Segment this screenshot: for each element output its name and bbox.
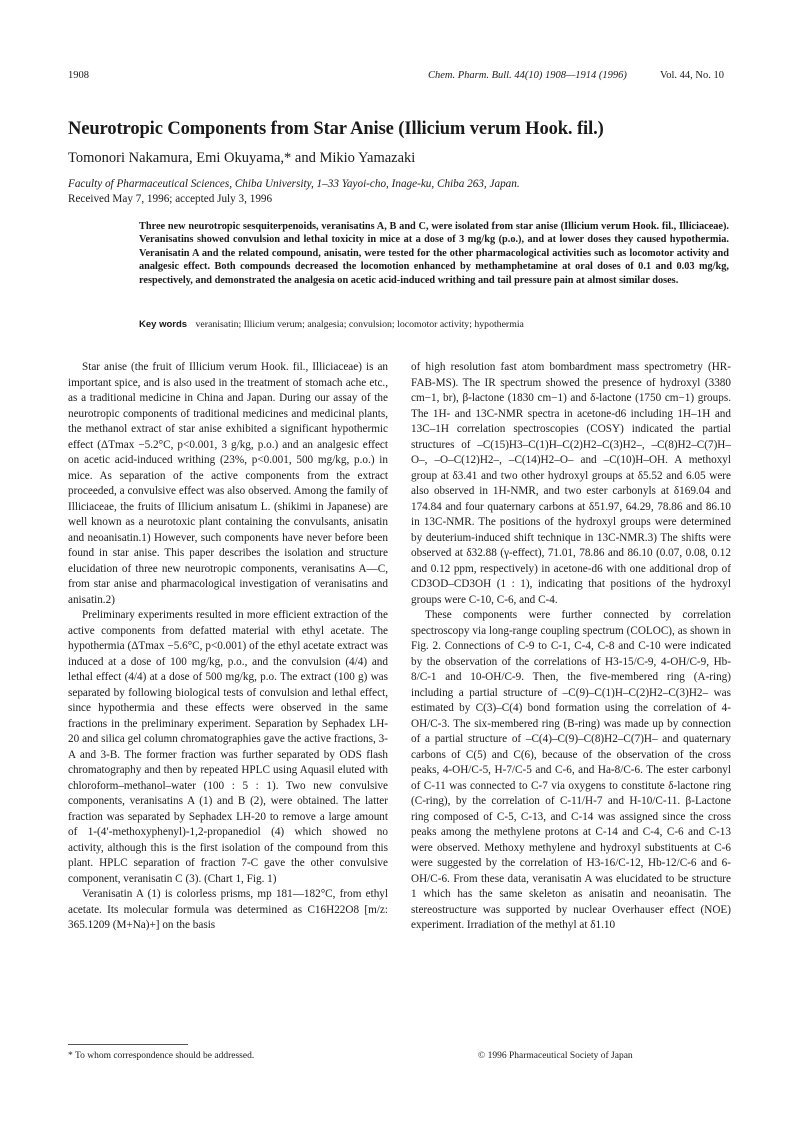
keywords-label: Key words: [139, 319, 188, 330]
affiliation: Faculty of Pharmaceutical Sciences, Chiba University, 1–33 Yayoi-cho, Inage-ku, Chiba 263, Japan.: [68, 178, 520, 190]
footnote: * To whom correspondence should be addressed.: [68, 1051, 255, 1061]
page-number: 1908: [68, 70, 89, 81]
body-paragraph: Veranisatin A (1) is colorless prisms, mp 181—182°C, from ethyl acetate. Its molecular formula was determined as C16H22O8 [m/z: 365.1209 (M+Na)+] on the basis: [68, 888, 388, 931]
body-column-left: [68, 360, 388, 934]
body-paragraph: Star anise (the fruit of Illicium verum Hook. fil., Illiciaceae) is an important spice, and is also used in the treatment of stomach ache etc., as a traditional medicine in China and Japan. During our assay of the neurotropic components of traditional medicines and medicinal plants, the methanol extract of star anise exhibited a significant hypothermic effect (ΔTmax −5.2°C, p<0.001, 3 g/kg, p.o.) and an analgesic effect on acetic acid-induced writhing (23%, p<0.001, 500 mg/kg, p.o.) in mice. As separation of the active components from the extract proceeded, a convulsive effect was also observed. Among the family of Illiciaceae, the fruits of Illicium anisatum L. (shikimi in Japanese) are well known as a neurotoxic plant containing the convulsants, anisatin and neoanisatin.1) However, such components have never before been found in star anise. This paper describes the isolation and structure elucidation of three new neurotropic components, veranisatins A—C, from star anise and pharmacological investigation of veranisatins and anisatin.2): [68, 361, 388, 606]
keywords-text: veranisatin; Illicium verum; analgesia; convulsion; locomotor activity; hypothermia: [195, 319, 524, 330]
journal-citation: Chem. Pharm. Bull. 44(10) 1908—1914 (1996): [428, 70, 627, 81]
body-paragraph: Preliminary experiments resulted in more efficient extraction of the active components from defatted material with ethyl acetate. The hypothermia (ΔTmax −5.6°C, p<0.001) of the ethyl acetate extract was induced at a dose of 100 mg/kg, p.o., and the convulsion (4/4) and lethal effect (4/4) at a dose of 500 mg/kg, p.o. The extract (100 g) was separated by following biological tests of convulsion and lethal effect, since hypothermia and these effects were observed in the same fractions in the preliminary experiment. Separation by Sephadex LH-20 and silica gel column chromatographies gave the active fractions, 3-A and 3-B. The former fraction was further separated by ODS flash chromatography and then by repeated HPLC using Aquasil eluted with chloroform–methanol–water (100 : 5 : 1). Two new convulsive components, veranisatins A (1) and B (2), were obtained. The latter fraction was separated by Sephadex LH-20 to remove a large amount of 1-(4′-methoxyphenyl)-1,2-propanediol (4) which showed no activity, although this is the first isolation of the compound from this plant. HPLC separation of fraction 7-C gave the other convulsive component, veranisatin C (3). (Chart 1, Fig. 1): [68, 609, 388, 885]
body-paragraph: These components were further connected by correlation spectroscopy via long-range coupling spectrum (COLOC), as shown in Fig. 2. Connections of C-9 to C-1, C-4, C-8 and C-10 were indicated by the observation of the correlations of H3-15/C-9, 4-OH/C-9, Hb-8/C-1 and 10-OH/C-9. Then, the five-membered ring (A-ring) including a partial structure of –C(9)–C(1)H–C(2)H2–C(3)H2– was estimated by C(3)–C(4) bond formation using the correlation of 4-OH/C-3. The six-membered ring (B-ring) was made up by connection of a partial structure of –C(4)–C(9)–C(8)H2–C(7)H– and quaternary carbons of C(5) and C(6), because of the observation of the cross peaks, 4-OH/C-5, H-7/C-5 and C-6, and Ha-8/C-6. The ester carbonyl of C-11 was connected to C-7 via oxygens to constitute δ-lactone ring (C-ring), by the correlation of C-11/H-7 and H-10/C-11. β-Lactone ring composed of C-5, C-13, and C-14 was assigned since the cross peaks among the methylene protons at C-14 and C-4, C-6 and C-13 were observed. Methoxy methylene and hydroxyl substituents at C-6 were suggested by the correlation of H3-16/C-12, Hb-12/C-6 and 6-OH/C-6. From these data, veranisatin A was elucidated to be structure 1 which has the same skeleton as anisatin and neoanisatin. The stereostructure was supported by nuclear Overhauser effect (NOE) experiment. Irradiation of the methyl at δ1.10: [411, 609, 731, 931]
body-paragraph: of high resolution fast atom bombardment mass spectrometry (HR-FAB-MS). The IR spectrum showed the presence of hydroxyl (3380 cm−1, br), β-lactone (1830 cm−1) and δ-lactone (1750 cm−1) groups. The 1H- and 13C-NMR spectra in acetone-d6 including 1H–1H and 13C–1H correlation spectroscopies (COSY) indicated the partial structures of –C(15)H3–C(1)H–C(2)H2–C(3)H2–, –C(8)H2–C(7)H–O–, –O–C(12)H2–, –C(14)H2–O– and –C(10)H–OH. A methoxyl group at δ3.41 and two other hydroxyl groups at δ5.52 and 6.05 were also observed in 1H-NMR, and two ester carbonyls at δ169.04 and 174.84 and four quaternary carbons at δ51.97, 64.29, 78.86 and 86.10 in 13C-NMR. The positions of the hydroxyl groups were determined by deuterium-induced shift technique in 13C-NMR.3) The shifts were observed at δ32.88 (γ-effect), 71.01, 78.86 and 86.10 (0.07, 0.08, 0.12 and 0.12 ppm, respectively) in acetone-d6 with one additional drop of CD3OD–CD3OH (1 : 1), indicating that positions of the hydroxyl groups were C-10, C-6, and C-4.: [411, 361, 731, 606]
volume-info: Vol. 44, No. 10: [660, 70, 724, 81]
paper-title: Neurotropic Components from Star Anise (Illicium verum Hook. fil.): [68, 119, 604, 139]
keywords: [139, 319, 729, 330]
abstract: Three new neurotropic sesquiterpenoids, veranisatins A, B and C, were isolated from star anise (Illicium verum Hook. fil., Illiciaceae). Veranisatins showed convulsion and lethal toxicity in mice at a dose of 3 mg/kg (p.o.), and at lower doses they caused hypothermia. Veranisatin A and the related compound, anisatin, were tested for the other pharmacological activities such as locomotor activity and analgesic effect. Both compounds decreased the locomotion enhanced by methamphetamine at oral doses of 0.1 and 0.03 mg/kg, respectively, and demonstrated the analgesia on acetic acid-induced writhing and tail pressure pain at almost similar doses.: [139, 221, 729, 286]
author-list: Tomonori Nakamura, Emi Okuyama,* and Mikio Yamazaki: [68, 150, 416, 166]
body-column-right: [411, 360, 731, 934]
copyright-notice: © 1996 Pharmaceutical Society of Japan: [478, 1051, 633, 1061]
footnote-divider: [68, 1044, 188, 1045]
received-dates: Received May 7, 1996; accepted July 3, 1996: [68, 193, 273, 205]
